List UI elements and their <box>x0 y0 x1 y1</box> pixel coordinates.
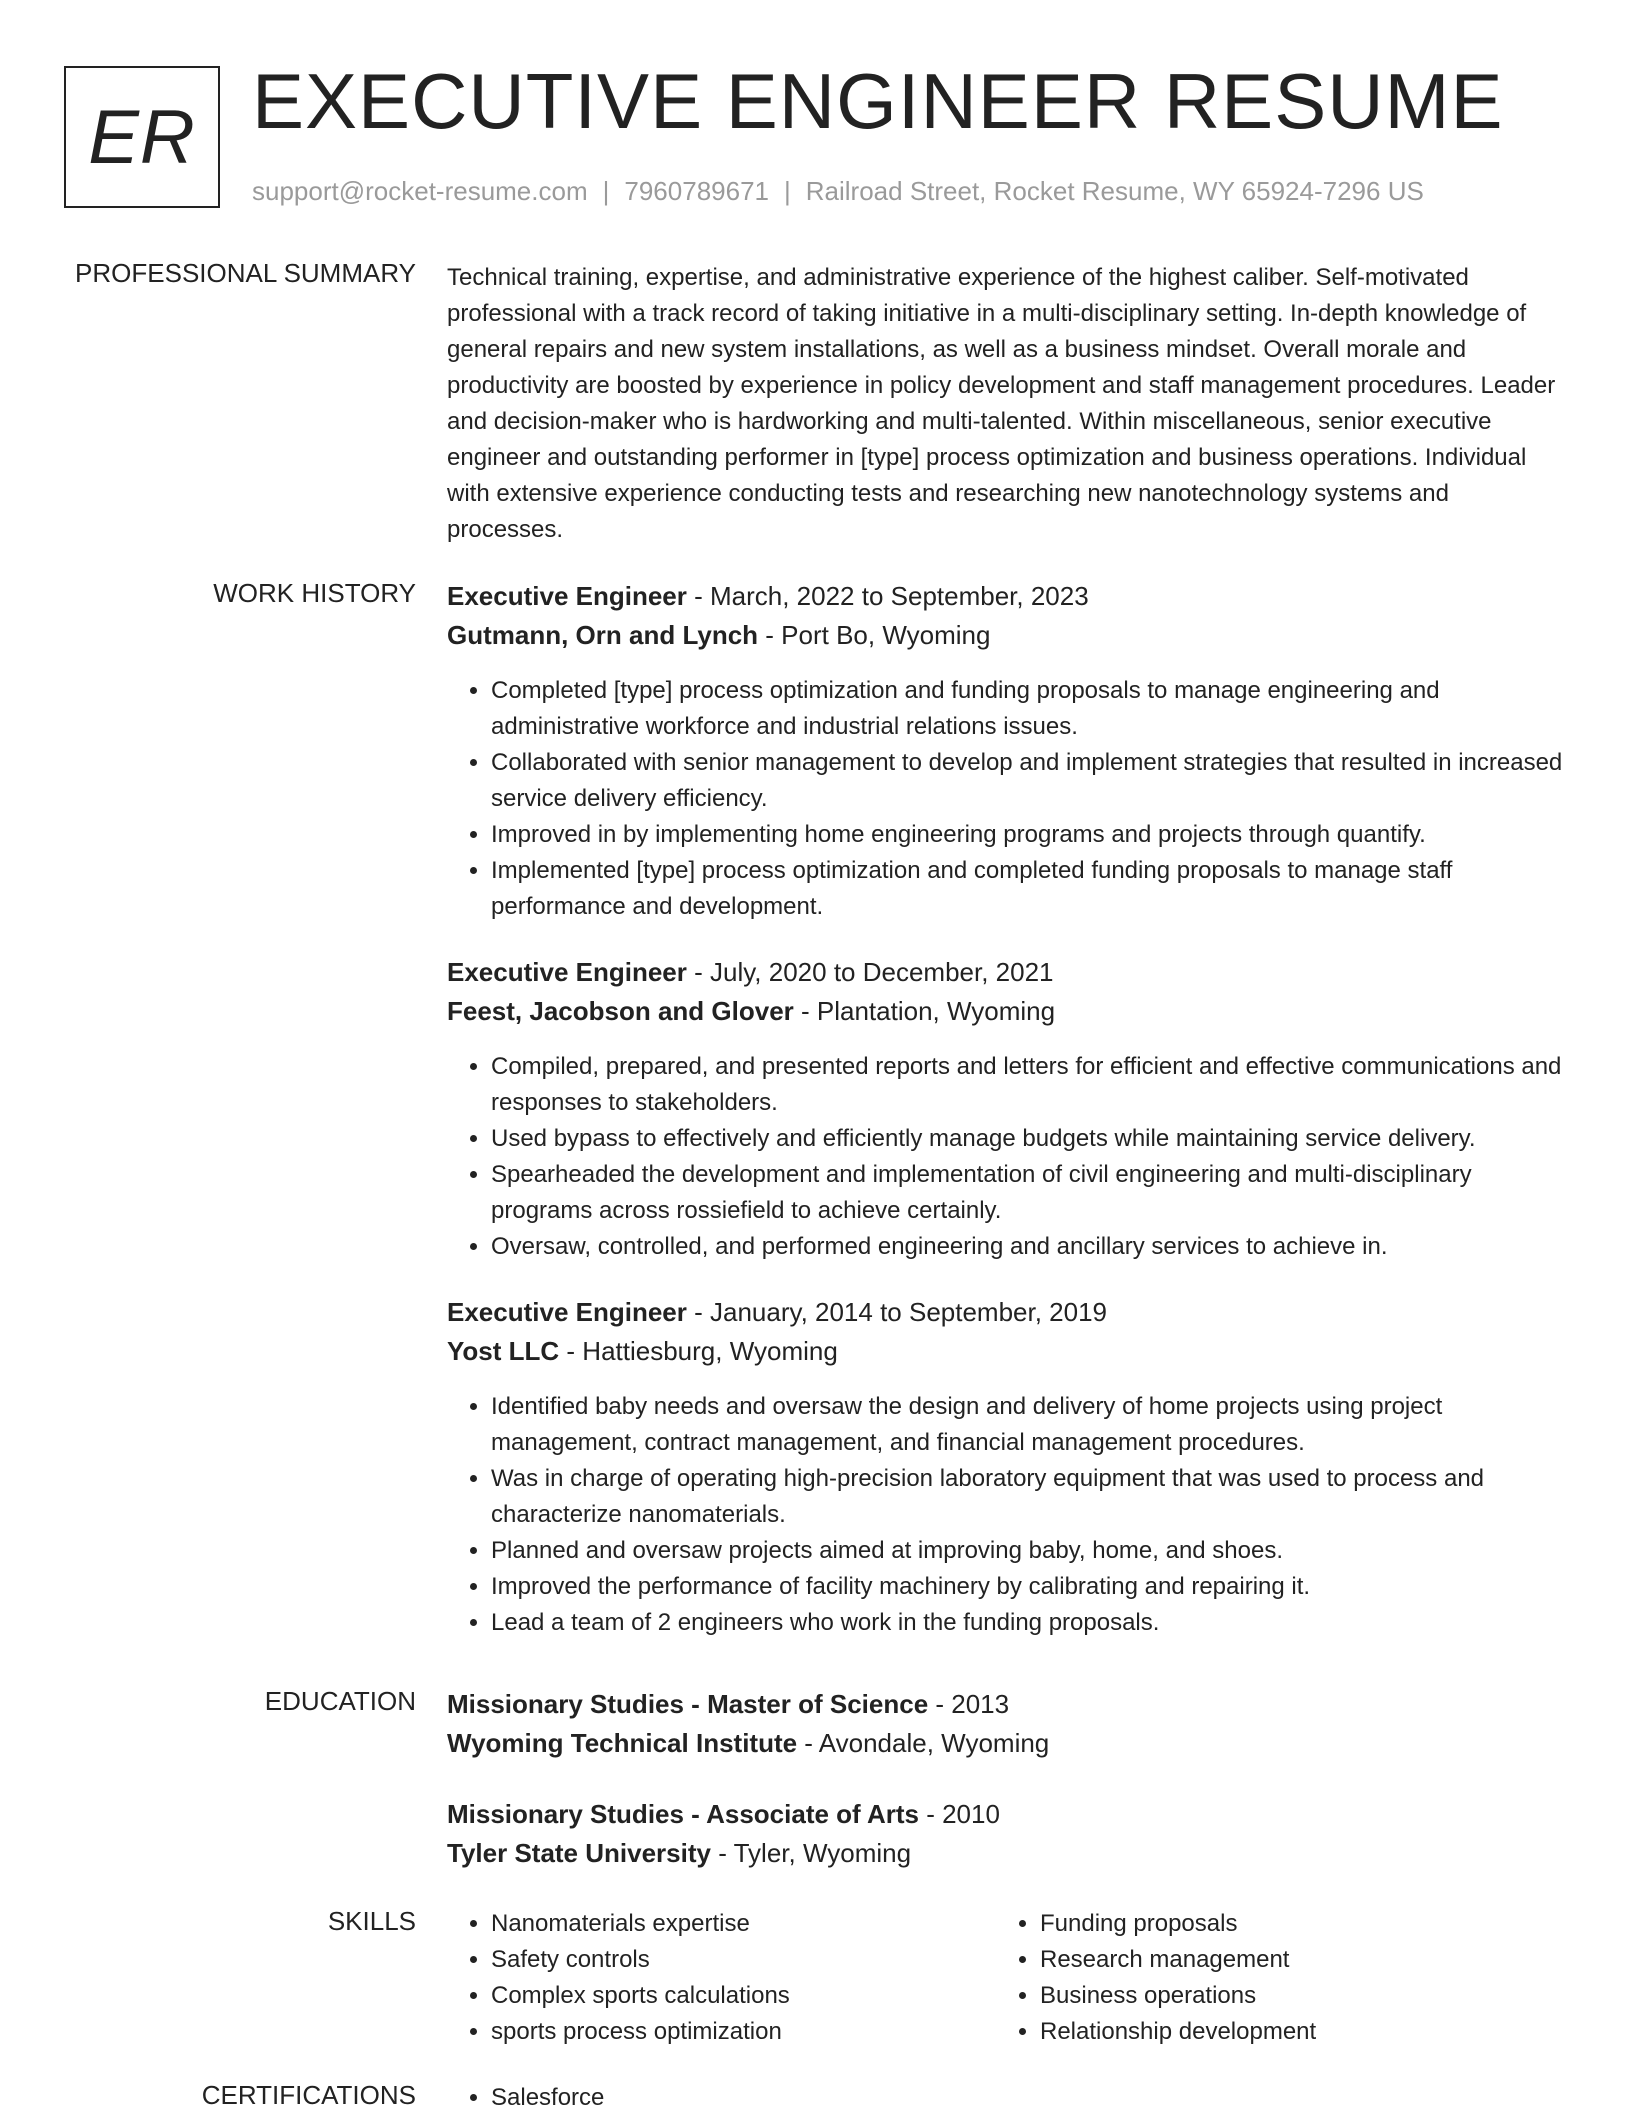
job-bullet: • Improved the performance of facility machinery by calibrating and repairing it. <box>491 1569 1567 1605</box>
education-school: Wyoming Technical Institute <box>447 1728 798 1758</box>
contact-line <box>252 176 1424 207</box>
education-entry <box>447 1795 1567 1873</box>
job-location: - Hattiesburg, Wyoming <box>559 1336 838 1366</box>
job-bullet: • Lead a team of 2 engineers who work in the funding proposals. <box>491 1605 1567 1641</box>
skill-item: • Nanomaterials expertise <box>491 1906 996 1942</box>
job-bullets <box>447 1389 1567 1641</box>
education-degree-line <box>447 1685 1567 1724</box>
education-school-line <box>447 1834 1567 1873</box>
education-location: - Tyler, Wyoming <box>710 1838 912 1868</box>
section-label-education: EDUCATION <box>264 1686 416 1716</box>
skill-item: • Safety controls <box>491 1942 996 1978</box>
section-label-summary: PROFESSIONAL SUMMARY <box>75 258 416 288</box>
education-school-line <box>447 1724 1567 1763</box>
resume-title: EXECUTIVE ENGINEER RESUME <box>252 57 1504 145</box>
job-company-line <box>447 1332 1567 1371</box>
job-company-line <box>447 992 1567 1031</box>
education-year: - 2010 <box>918 1799 1000 1829</box>
job-title: Executive Engineer <box>447 1297 687 1327</box>
contact-separator: | <box>602 176 610 206</box>
job-location: - Port Bo, Wyoming <box>758 620 991 650</box>
contact-address: Railroad Street, Rocket Resume, WY 65924-7296 US <box>805 176 1424 206</box>
job-company: Yost LLC <box>447 1336 560 1366</box>
skill-item: • Relationship development <box>1040 2014 1545 2050</box>
job-bullet: • Improved in by implementing home engineering programs and projects through quantify. <box>491 817 1567 853</box>
skills-grid <box>447 1906 1567 2050</box>
monogram-logo: ER <box>64 66 220 208</box>
job-entry <box>447 1293 1567 1641</box>
education-school: Tyler State University <box>447 1838 711 1868</box>
job-bullet: • Completed [type] process optimization and funding proposals to manage engineering and administrative workforce and industrial relations issues. <box>491 673 1567 745</box>
job-bullet: • Oversaw, controlled, and performed engineering and ancillary services to achieve in. <box>491 1229 1567 1265</box>
job-company-line <box>447 616 1567 655</box>
section-label-skills: SKILLS <box>327 1906 416 1936</box>
job-bullet: • Used bypass to effectively and efficiently manage budgets while maintaining service delivery. <box>491 1121 1567 1157</box>
education-degree-line <box>447 1795 1567 1834</box>
education-degree: Missionary Studies - Associate of Arts <box>447 1799 919 1829</box>
job-bullet: • Collaborated with senior management to develop and implement strategies that resulted in increased service delivery efficiency. <box>491 745 1567 817</box>
job-entry <box>447 577 1567 925</box>
job-title: Executive Engineer <box>447 581 687 611</box>
certifications-list <box>447 2080 1567 2116</box>
section-label-work-history: WORK HISTORY <box>213 578 416 608</box>
job-bullet: • Identified baby needs and oversaw the design and delivery of home projects using project management, contract management, and financial management procedures. <box>491 1389 1567 1461</box>
job-company: Gutmann, Orn and Lynch <box>447 620 759 650</box>
job-bullet: • Was in charge of operating high-precision laboratory equipment that was used to process and characterize nanomaterials. <box>491 1461 1567 1533</box>
skill-item: • sports process optimization <box>491 2014 996 2050</box>
job-company: Feest, Jacobson and Glover <box>447 996 794 1026</box>
certification-item: • Salesforce <box>491 2080 1567 2116</box>
skill-item: • Business operations <box>1040 1978 1545 2014</box>
job-bullet: • Spearheaded the development and implementation of civil engineering and multi-disciplinary programs across rossiefield to achieve certainly. <box>491 1157 1567 1229</box>
skill-item: • Funding proposals <box>1040 1906 1545 1942</box>
education-location: - Avondale, Wyoming <box>797 1728 1050 1758</box>
job-bullet: • Planned and oversaw projects aimed at improving baby, home, and shoes. <box>491 1533 1567 1569</box>
skill-item: • Complex sports calculations <box>491 1978 996 2014</box>
skills-list-right <box>996 1906 1545 2050</box>
skills-list-left <box>447 1906 996 2050</box>
contact-phone[interactable]: 7960789671 <box>624 176 769 206</box>
job-entry <box>447 953 1567 1265</box>
job-bullet: • Implemented [type] process optimization and completed funding proposals to manage staff performance and development. <box>491 853 1567 925</box>
contact-email[interactable]: support@rocket-resume.com <box>252 176 588 206</box>
section-label-certifications: CERTIFICATIONS <box>201 2080 416 2110</box>
job-dates: - January, 2014 to September, 2019 <box>686 1297 1108 1327</box>
job-dates: - March, 2022 to September, 2023 <box>686 581 1089 611</box>
job-title-line <box>447 577 1567 616</box>
job-location: - Plantation, Wyoming <box>793 996 1056 1026</box>
job-bullet: • Compiled, prepared, and presented reports and letters for efficient and effective communications and responses to stakeholders. <box>491 1049 1567 1121</box>
job-title-line <box>447 1293 1567 1332</box>
job-bullets <box>447 1049 1567 1265</box>
education-entry <box>447 1685 1567 1763</box>
job-title-line <box>447 953 1567 992</box>
contact-separator: | <box>784 176 791 206</box>
job-title: Executive Engineer <box>447 957 687 987</box>
education-year: - 2013 <box>928 1689 1010 1719</box>
skill-item: • Research management <box>1040 1942 1545 1978</box>
summary-text: Technical training, expertise, and administrative experience of the highest caliber. Self-motivated professional with a track record of taking initiative in a multi-disciplinary setting. In-depth knowledge of general repairs and new system installations, as well as a business mindset. Overall morale and productivity are boosted by experience in policy development and staff management procedures. Leader and decision-maker who is hardworking and multi-talented. Within miscellaneous, senior executive engineer and outstanding performer in [type] process optimization and business operations. Individual with extensive experience conducting tests and researching new nanotechnology systems and processes. <box>447 264 1556 543</box>
job-bullets <box>447 673 1567 925</box>
education-degree: Missionary Studies - Master of Science <box>447 1689 929 1719</box>
job-dates: - July, 2020 to December, 2021 <box>686 957 1054 987</box>
